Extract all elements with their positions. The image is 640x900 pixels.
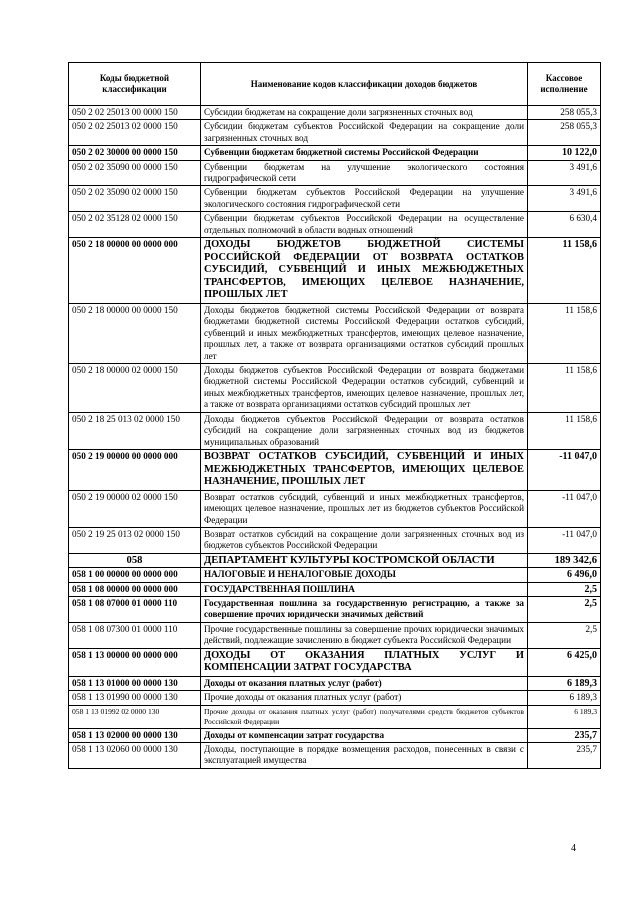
row-code: 050 2 19 00000 02 0000 150 <box>69 490 201 527</box>
row-name: Субвенции бюджетам субъектов Российской Федерации на осуществление отдельных полномочий в области водных отношений <box>201 212 528 238</box>
table-row <box>69 106 601 120</box>
row-name: Доходы, поступающие в порядке возмещения расходов, понесенных в связи с эксплуатацией имущества <box>201 742 528 768</box>
table-row <box>69 186 601 212</box>
row-name: Доходы бюджетов бюджетной системы Российской Федерации от возврата бюджетами бюджетной системы Российской Федерации остатков субсидий, субвенций и иных межбюджетных трансфертов, имеющих целевое назначение, прошлых лет, а также от возврата организациями остатков субсидий прошлых лет <box>201 304 528 364</box>
row-amount: 2,5 <box>528 596 601 622</box>
row-amount: 6 496,0 <box>528 568 601 582</box>
row-name: Доходы бюджетов субъектов Российской Федерации от возврата бюджетами бюджетной системы Российской Федерации остатков субсидий, субвенций и иных межбюджетных трансфертов, имеющих целевое назначение, прошлых лет, а также от возврата организациями остатков субсидий прошлых лет <box>201 364 528 413</box>
row-amount: 6 425,0 <box>528 648 601 676</box>
budget-revenue-table <box>68 62 601 769</box>
row-name: Субвенции бюджетам на улучшение экологического состояния гидрографической сети <box>201 160 528 186</box>
row-code: 050 2 18 00000 00 0000 150 <box>69 304 201 364</box>
row-name: Субвенции бюджетам бюджетной системы Российской Федерации <box>201 146 528 160</box>
table-row <box>69 568 601 582</box>
table-row <box>69 490 601 527</box>
row-amount: 2,5 <box>528 582 601 596</box>
row-name: Прочие государственные пошлины за совершение прочих юридически значимых действий, подлежащие зачислению в бюджет субъекта Российской Федерации <box>201 622 528 648</box>
row-amount: 11 158,6 <box>528 238 601 304</box>
row-code: 058 1 08 07000 01 0000 110 <box>69 596 201 622</box>
table-row <box>69 527 601 553</box>
page-number: 4 <box>571 843 576 854</box>
header-code: Коды бюджетной классификации <box>69 63 201 106</box>
row-code: 050 2 19 00000 00 0000 000 <box>69 449 201 490</box>
table-row <box>69 364 601 413</box>
row-code: 050 2 02 35128 02 0000 150 <box>69 212 201 238</box>
row-name: Субвенции бюджетам субъектов Российской Федерации на улучшение экологического состояния гидрографической сети <box>201 186 528 212</box>
row-name: Прочие доходы от оказания платных услуг (работ) <box>201 691 528 705</box>
table-row <box>69 742 601 768</box>
row-amount: 10 122,0 <box>528 146 601 160</box>
table-row <box>69 622 601 648</box>
row-name: Прочие доходы от оказания платных услуг (работ) получателями средств бюджетов субъектов Российской Федерации <box>201 705 528 728</box>
row-code: 050 2 02 35090 02 0000 150 <box>69 186 201 212</box>
row-code: 050 2 19 25 013 02 0000 150 <box>69 527 201 553</box>
row-name: НАЛОГОВЫЕ И НЕНАЛОГОВЫЕ ДОХОДЫ <box>201 568 528 582</box>
table-row <box>69 304 601 364</box>
row-code: 058 1 13 02060 00 0000 130 <box>69 742 201 768</box>
row-code: 058 1 08 00000 00 0000 000 <box>69 582 201 596</box>
row-name: Доходы бюджетов субъектов Российской Федерации от возврата остатков субсидий на сокращение доли загрязненных сточных вод из бюджетов муниципальных образований <box>201 412 528 449</box>
row-name: Возврат остатков субсидий на сокращение доли загрязненных сточных вод из бюджетов субъектов Российской Федерации <box>201 527 528 553</box>
row-code: 050 2 02 35090 00 0000 150 <box>69 160 201 186</box>
row-name: Возврат остатков субсидий, субвенций и иных межбюджетных трансфертов, имеющих целевое назначение, прошлых лет из бюджетов субъектов Российской Федерации <box>201 490 528 527</box>
row-code: 058 1 13 00000 00 0000 000 <box>69 648 201 676</box>
row-code: 050 2 02 25013 00 0000 150 <box>69 106 201 120</box>
row-code: 058 <box>69 553 201 567</box>
row-name: ГОСУДАРСТВЕННАЯ ПОШЛИНА <box>201 582 528 596</box>
row-amount: 189 342,6 <box>528 553 601 567</box>
row-code: 058 1 13 01000 00 0000 130 <box>69 676 201 690</box>
row-name: Доходы от оказания платных услуг (работ) <box>201 676 528 690</box>
row-amount: 6 630,4 <box>528 212 601 238</box>
row-code: 058 1 08 07300 01 0000 110 <box>69 622 201 648</box>
table-row <box>69 648 601 676</box>
row-amount: 258 055,3 <box>528 106 601 120</box>
table-row <box>69 120 601 146</box>
row-code: 058 1 13 02000 00 0000 130 <box>69 728 201 742</box>
table-row <box>69 676 601 690</box>
row-amount: 6 189,3 <box>528 691 601 705</box>
row-amount: 11 158,6 <box>528 364 601 413</box>
row-name: Доходы от компенсации затрат государства <box>201 728 528 742</box>
row-code: 050 2 02 25013 02 0000 150 <box>69 120 201 146</box>
row-amount: 235,7 <box>528 728 601 742</box>
row-code: 050 2 18 00000 02 0000 150 <box>69 364 201 413</box>
table-body <box>69 106 601 769</box>
table-row <box>69 582 601 596</box>
table-row <box>69 728 601 742</box>
row-code: 050 2 18 00000 00 0000 000 <box>69 238 201 304</box>
row-code: 058 1 00 00000 00 0000 000 <box>69 568 201 582</box>
row-amount: 3 491,6 <box>528 186 601 212</box>
header-name: Наименование кодов классификации доходов бюджетов <box>201 63 528 106</box>
row-name: ДЕПАРТАМЕНТ КУЛЬТУРЫ КОСТРОМСКОЙ ОБЛАСТИ <box>201 553 528 567</box>
row-amount: -11 047,0 <box>528 527 601 553</box>
row-amount: 11 158,6 <box>528 412 601 449</box>
row-code: 058 1 13 01992 02 0000 130 <box>69 705 201 728</box>
row-amount: 6 189,3 <box>528 705 601 728</box>
table-row <box>69 553 601 567</box>
row-amount: 3 491,6 <box>528 160 601 186</box>
row-amount: 2,5 <box>528 622 601 648</box>
row-name: ДОХОДЫ ОТ ОКАЗАНИЯ ПЛАТНЫХ УСЛУГ И КОМПЕНСАЦИИ ЗАТРАТ ГОСУДАРСТВА <box>201 648 528 676</box>
table-row <box>69 160 601 186</box>
table-row <box>69 596 601 622</box>
row-amount: 11 158,6 <box>528 304 601 364</box>
row-name: Государственная пошлина за государственную регистрацию, а также за совершение прочих юридически значимых действий <box>201 596 528 622</box>
table-row <box>69 238 601 304</box>
table-row <box>69 691 601 705</box>
table-row <box>69 705 601 728</box>
row-name: Субсидии бюджетам на сокращение доли загрязненных сточных вод <box>201 106 528 120</box>
row-amount: -11 047,0 <box>528 449 601 490</box>
header-amount: Кассовое исполнение <box>528 63 601 106</box>
row-amount: -11 047,0 <box>528 490 601 527</box>
row-code: 058 1 13 01990 00 0000 130 <box>69 691 201 705</box>
table-row <box>69 146 601 160</box>
table-row <box>69 412 601 449</box>
table-row <box>69 212 601 238</box>
row-amount: 235,7 <box>528 742 601 768</box>
row-amount: 6 189,3 <box>528 676 601 690</box>
table-header-row <box>69 63 601 106</box>
row-name: Субсидии бюджетам субъектов Российской Федерации на сокращение доли загрязненных сточных вод <box>201 120 528 146</box>
row-code: 050 2 18 25 013 02 0000 150 <box>69 412 201 449</box>
row-name: ДОХОДЫ БЮДЖЕТОВ БЮДЖЕТНОЙ СИСТЕМЫ РОССИЙСКОЙ ФЕДЕРАЦИИ ОТ ВОЗВРАТА ОСТАТКОВ СУБСИДИЙ, СУБВЕНЦИЙ И ИНЫХ МЕЖБЮДЖЕТНЫХ ТРАНСФЕРТОВ, ИМЕЮЩИХ ЦЕЛЕВОЕ НАЗНАЧЕНИЕ, ПРОШЛЫХ ЛЕТ <box>201 238 528 304</box>
row-amount: 258 055,3 <box>528 120 601 146</box>
row-code: 050 2 02 30000 00 0000 150 <box>69 146 201 160</box>
table-row <box>69 449 601 490</box>
row-name: ВОЗВРАТ ОСТАТКОВ СУБСИДИЙ, СУБВЕНЦИЙ И ИНЫХ МЕЖБЮДЖЕТНЫХ ТРАНСФЕРТОВ, ИМЕЮЩИХ ЦЕЛЕВОЕ НАЗНАЧЕНИЕ, ПРОШЛЫХ ЛЕТ <box>201 449 528 490</box>
